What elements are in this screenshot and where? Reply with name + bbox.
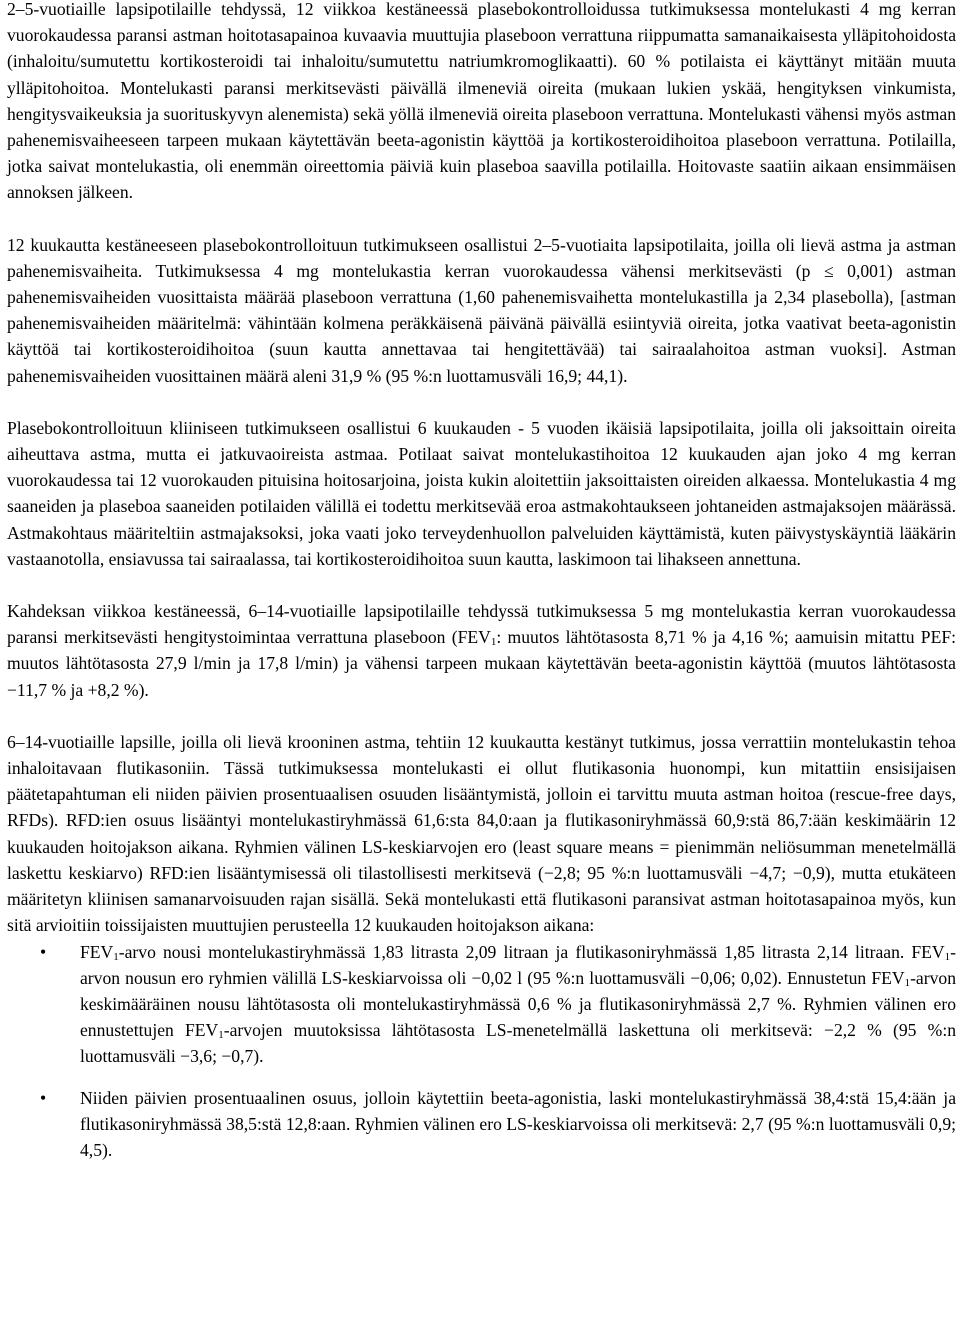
list-item-beta-agonist-days: [7, 1085, 956, 1164]
subscript-text: 1: [113, 950, 119, 963]
subscript-text: 1: [490, 636, 497, 649]
secondary-outcomes-list: [7, 939, 956, 1164]
paragraph-montelukast-2-5-years-12-weeks: 2–5-vuotiaille lapsipotilaille tehdyssä, 12 viikkoa kestäneessä plasebokontrolloidussa tutkimuksessa montelukasti 4 mg kerran vuorokaudessa paransi astman hoitotasapainoa kuvaavia muuttujia plaseboon verrattuna riippumatta samanaikaisesta ylläpitohoidosta (inhaloitu/sumutettu kortikosteroidi tai inhaloitu/sumutettu natriumkromoglikaatti). 60 % potilaista ei käyttänyt mitään muuta ylläpitohoitoa. Montelukasti paransi merkitsevästi päivällä ilmeneviä oireita (mukaan lukien yskää, hengityksen vinkumista, hengitysvaikeuksia ja suorituskyvyn alenemista) sekä yöllä ilmeneviä oireita plaseboon verrattuna. Montelukasti vähensi myös astman pahenemisvaiheeseen tarpeen mukaan käytettävän beeta-agonistin käyttöä ja kortikosteroidihoitoa plaseboon verrattuna. Potilailla, jotka saivat montelukastia, oli enemmän oireettomia päiviä kuin plaseboa saavilla potilailla. Hoitovaste saatiin aikaan ensimmäisen annoksen jälkeen.: [7, 0, 956, 203]
subscript-text: 1: [904, 976, 911, 989]
bullet-marker: •: [40, 1087, 47, 1108]
paragraph-fluticasone-comparison: 6–14-vuotiaille lapsille, joilla oli lievä krooninen astma, tehtiin 12 kuukautta kestänyt tutkimus, jossa verrattiin montelukastin tehoa inhaloitavaan flutikasoniin. Tässä tutkimuksessa montelukasti ei ollut flutikasonia huonompi, kun mitattiin ensisijaisen päätetapahtuman eli niiden päivien prosentuaalisen osuuden lisääntymistä, jolloin ei tarvittu muuta astman hoitoa (rescue-free days, RFDs). RFD:ien osuus lisääntyi montelukastiryhmässä 61,6:sta 84,0:aan ja flutikasoniryhmässä 60,9:stä 86,7:ään keskimäärin 12 kuukauden hoitojakson aikana. Ryhmien välinen LS-keskiarvojen ero (least square means = pienimmän neliösumman menetelmällä laskettu keskiarvo) RFD:ien lisääntymisessä oli tilastollisesti merkitsevä (−2,8; 95 %:n luottamusväli −4,7; −0,9), mutta etukäteen määritetyn kliinisen samanarvoisuuden rajan sisällä. Sekä montelukasti että flutikasoni paransivat astman hoitotasapainoa myös, kun sitä arvioitiin toissijaisten muuttujien perusteella 12 kuukauden hoitojakson aikana:: [7, 731, 956, 936]
subscript-text: 1: [218, 1029, 224, 1042]
paragraph-6-14-years-8-weeks: Kahdeksan viikkoa kestäneessä, 6–14-vuotiaille lapsipotilaille tehdyssä tutkimuksessa 5 mg montelukastia kerran vuorokaudessa paransi merkitsevästi hengitystoimintaa verrattuna plaseboon ($FEV_1$: muutos lähtötasosta 8,71 % ja 4,16 %; aamuisin mitattu PEF: muutos lähtötasosta 27,9 l/min ja 17,8 l/min) ja vähensi tarpeen mukaan käytettävän beeta-agonistin käyttöä (muutos lähtötasosta −11,7 % ja +8,2 %).: [7, 601, 957, 700]
paragraph-intermittent-asthma-study: Plasebokontrolloituun kliiniseen tutkimukseen osallistui 6 kuukauden - 5 vuoden ikäisiä lapsipotilaita, joilla oli jaksoittain oireita aiheuttava astma, mutta ei jatkuvaoireista astmaa. Potilaat saivat montelukastihoitoa 12 kuukauden ajan joko 4 mg kerran vuorokaudessa tai 12 vuorokauden pituisina hoitosarjoina, joista kukin aloitettiin jaksoittaisten oireiden alkaessa. Montelukastia 4 mg saaneiden ja plaseboa saaneiden potilaiden välillä ei todettu merkitsevää eroa astmakohtaukseen johtaneiden astmajaksojen määrässä. Astmakohtaus määriteltiin astmajaksoksi, joka vaati joko terveydenhuollon palveluiden käyttämistä, kuten päivystyskäyntiä lääkärin vastaanotolla, ensiavussa tai sairaalassa, tai kortikosteroidihoitoa suun kautta, laskimoon tai lihakseen annettuna.: [7, 417, 956, 569]
subscript-text: 1: [944, 950, 951, 963]
list-item-text: Niiden päivien prosentuaalinen osuus, jolloin käytettiin beeta-agonistia, laski montelukastiryhmässä 38,4:stä 15,4:ään ja flutikasoniryhmässä 38,5:stä 12,8:aan. Ryhmien välinen ero LS-keskiarvoissa oli merkitsevä: 2,7 (95 %:n luottamusväli 0,9; 4,5).: [80, 1087, 956, 1160]
paragraph-montelukast-12-month-exacerbations: 12 kuukautta kestäneeseen plasebokontrolloituun tutkimukseen osallistui 2–5-vuotiaita lapsipotilaita, joilla oli lievä astma ja astman pahenemisvaiheita. Tutkimuksessa 4 mg montelukastia kerran vuorokaudessa vähensi merkitsevästi (p ≤ 0,001) astman pahenemisvaiheiden vuosittaista määrää plaseboon verrattuna (1,60 pahenemisvaihetta montelukastilla ja 2,34 plasebolla), [astman pahenemisvaiheiden määritelmä: vähintään kolmena peräkkäisenä päivänä päivällä esiintyviä oireita, jotka vaativat beeta-agonistin käyttöä tai kortikosteroidihoitoa (suun kautta annettavaa tai hengitettävää) tai sairaalahoitoa astman vuoksi]. Astman pahenemisvaiheiden vuosittainen määrä aleni 31,9 % (95 %:n luottamusväli 16,9; 44,1).: [7, 234, 956, 386]
list-item-text: $FEV_1$-arvo nousi montelukastiryhmässä 1,83 litrasta 2,09 litraan ja flutikasoniryhmässä 1,85 litrasta 2,14 litraan. $FEV_1$-arvon nousun ero ryhmien välillä LS-keskiarvoissa oli −0,02 l (95 %:n luottamusväli −0,06; 0,02). Ennustetun $FEV_1$-arvon keskimääräinen nousu lähtötasosta oli montelukastiryhmässä 0,6 % ja flutikasoniryhmässä 2,7 %. Ryhmien välinen ero ennustettujen $FEV_1$-arvojen muutoksissa lähtötasosta LS-menetelmällä laskettuna oli merkitsevä: −2,2 % (95 %:n luottamusväli −3,6; −0,7).: [80, 941, 957, 1067]
list-item-fev1: [7, 939, 956, 1070]
bullet-marker: •: [40, 941, 47, 962]
